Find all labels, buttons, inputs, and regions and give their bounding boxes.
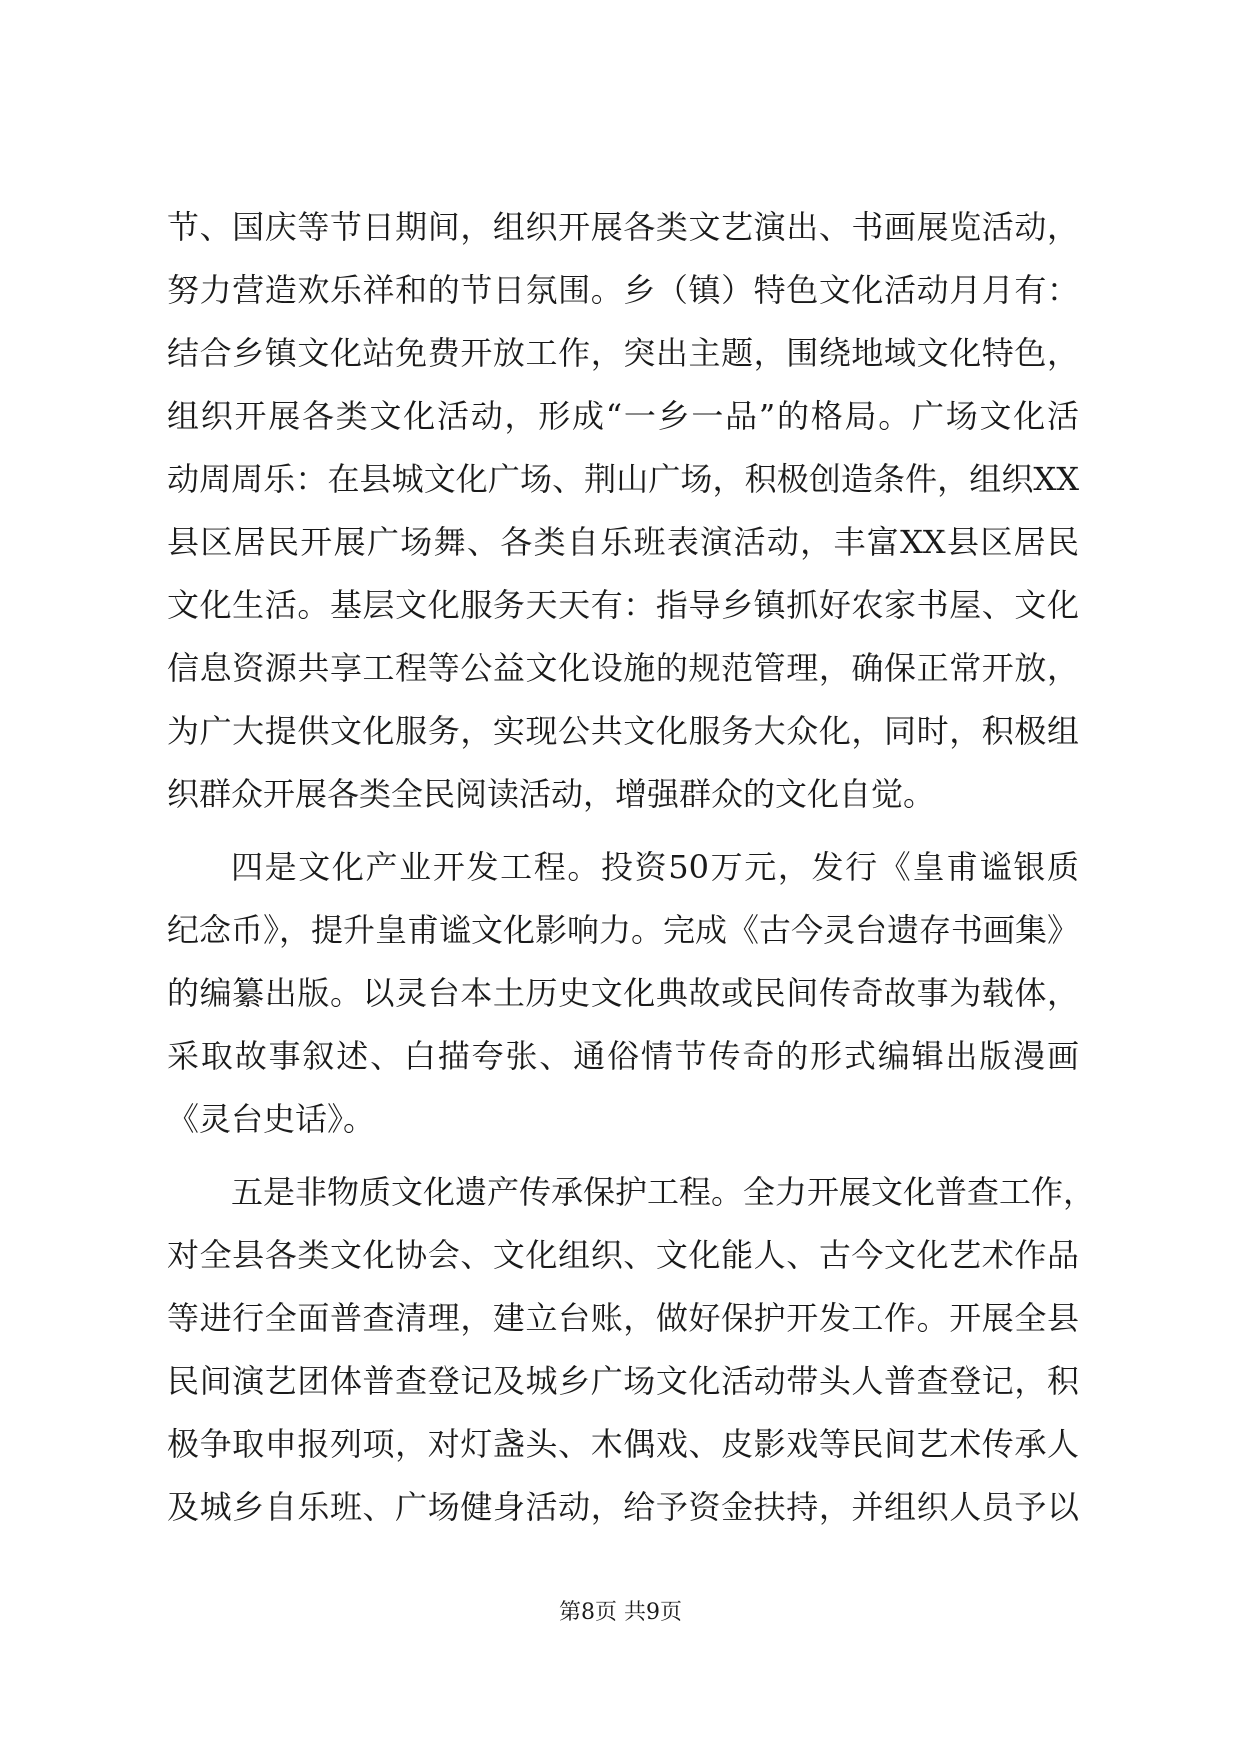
paragraph-2-line-1: 四是文化产业开发工程。投资50万元，发行《皇甫谧银质 xyxy=(231,848,1079,886)
paragraph-1-line-8: 信息资源共享工程等公益文化设施的规范管理，确保正常开放， xyxy=(167,649,1079,687)
paragraph-3-line-3: 等进行全面普查清理，建立台账，做好保护开发工作。开展全县 xyxy=(167,1299,1079,1337)
paragraph-3-line-4: 民间演艺团体普查登记及城乡广场文化活动带头人普查登记，积 xyxy=(167,1362,1079,1400)
paragraph-1-line-10: 织群众开展各类全民阅读活动，增强群众的文化自觉。 xyxy=(167,775,936,813)
paragraph-1-line-5: 动周周乐：在县城文化广场、荆山广场，积极创造条件，组织XX xyxy=(167,460,1079,498)
paragraph-gap xyxy=(167,1151,1079,1161)
paragraph-3-line-5: 极争取申报列项，对灯盏头、木偶戏、皮影戏等民间艺术传承人 xyxy=(167,1425,1079,1463)
paragraph-1-line-7: 文化生活。基层文化服务天天有：指导乡镇抓好农家书屋、文化 xyxy=(167,586,1079,624)
paragraph-3-line-6: 及城乡自乐班、广场健身活动，给予资金扶持，并组织人员予以 xyxy=(167,1488,1079,1526)
document-body xyxy=(167,196,1096,1539)
paragraph-2-line-2: 纪念币》，提升皇甫谧文化影响力。完成《古今灵台遗存书画集》 xyxy=(167,911,1080,949)
paragraph-1-line-3: 结合乡镇文化站免费开放工作，突出主题，围绕地域文化特色， xyxy=(167,334,1079,372)
paragraph-1-line-1: 节、国庆等节日期间，组织开展各类文艺演出、书画展览活动， xyxy=(167,208,1079,246)
paragraph-1-line-6: 县区居民开展广场舞、各类自乐班表演活动，丰富XX县区居民 xyxy=(167,523,1079,561)
paragraph-1-line-4: 组织开展各类文化活动，形成“一乡一品”的格局。广场文化活 xyxy=(167,397,1079,435)
paragraph-1-line-9: 为广大提供文化服务，实现公共文化服务大众化，同时，积极组 xyxy=(167,712,1079,750)
paragraph-gap xyxy=(167,826,1079,836)
paragraph-3-line-2: 对全县各类文化协会、文化组织、文化能人、古今文化艺术作品 xyxy=(167,1236,1079,1274)
paragraph-1-line-2: 努力营造欢乐祥和的节日氛围。乡（镇）特色文化活动月月有： xyxy=(167,271,1079,309)
page-number-footer: 第8页 共9页 xyxy=(559,1600,682,1625)
paragraph-2-line-5: 《灵台史话》。 xyxy=(167,1100,376,1138)
paragraph-3-line-1: 五是非物质文化遗产传承保护工程。全力开展文化普查工作， xyxy=(231,1173,1096,1211)
paragraph-2-line-4: 采取故事叙述、白描夸张、通俗情节传奇的形式编辑出版漫画 xyxy=(167,1037,1079,1075)
paragraph-2-line-3: 的编纂出版。以灵台本土历史文化典故或民间传奇故事为载体， xyxy=(167,974,1079,1012)
